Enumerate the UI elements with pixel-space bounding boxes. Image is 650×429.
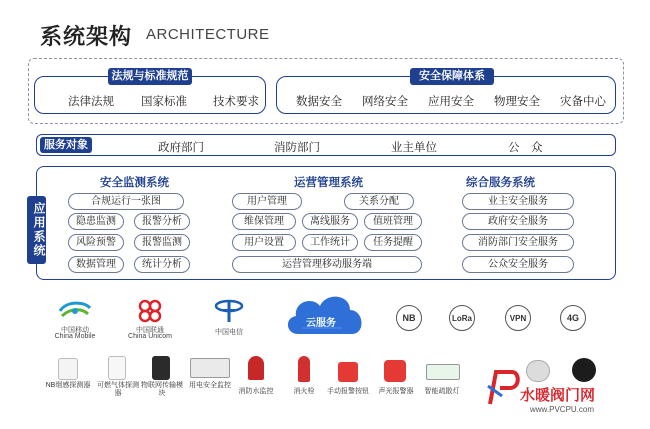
- gas-detector-icon: [108, 356, 126, 380]
- watermark-logo-icon: [486, 366, 520, 406]
- security-item: 物理安全: [494, 96, 540, 108]
- manual-alarm-button-icon: [338, 362, 358, 382]
- security-item: 灾备中心: [560, 96, 606, 108]
- evacuation-light-icon: [426, 364, 460, 380]
- nb-iot-icon: NB: [396, 305, 422, 331]
- china-telecom-name: 中国电信: [215, 329, 243, 336]
- integrated-item: 公众安全服务: [462, 256, 574, 273]
- china-mobile-en: China Mobile: [54, 333, 96, 340]
- watermark-url: www.PVCPU.com: [530, 405, 595, 414]
- monitoring-item: 报警分析: [134, 213, 190, 230]
- operations-title: 运营管理系统: [294, 177, 363, 189]
- operations-item: 关系分配: [344, 193, 414, 210]
- security-label: 安全保障体系: [410, 68, 494, 85]
- china-unicom-name: 中国联通: [136, 327, 164, 334]
- sound-light-alarm-icon: [384, 360, 406, 382]
- device-label: 可燃气体探测器: [97, 382, 139, 397]
- device-label: 声光报警器: [378, 388, 414, 395]
- operations-item: 维保管理: [232, 213, 296, 230]
- lora-icon: LoRa: [449, 305, 475, 331]
- operations-item: 离线服务: [302, 213, 358, 230]
- fire-hydrant-icon: [298, 356, 310, 382]
- monitoring-item: 风险预警: [68, 234, 124, 251]
- monitoring-item: 统计分析: [134, 256, 190, 273]
- device-label: 智能疏散灯: [424, 388, 460, 395]
- operations-item: 用户管理: [232, 193, 302, 210]
- operations-item: 任务提醒: [364, 234, 422, 251]
- regulation-item: 国家标准: [141, 96, 187, 108]
- service-target-item: 政府部门: [158, 142, 204, 154]
- device-label: 物联网传输模块: [141, 382, 183, 397]
- watermark-title: 水暖阀门网: [520, 387, 596, 404]
- dome-camera-icon: [526, 360, 550, 382]
- operations-item: 工作统计: [302, 234, 358, 251]
- device-label: 消火栓: [293, 388, 315, 395]
- operations-item: 值班管理: [364, 213, 422, 230]
- monitoring-overview: 合规运行一张图: [68, 193, 184, 210]
- china-mobile-name: 中国移动: [61, 327, 89, 334]
- china-telecom-logo-icon: [214, 296, 244, 324]
- device-label: 消防水监控: [238, 388, 274, 395]
- operations-mobile-service: 运营管理移动服务端: [232, 256, 422, 273]
- monitoring-item: 数据管理: [68, 256, 124, 273]
- monitoring-title: 安全监测系统: [100, 177, 169, 189]
- service-target-item: 业主单位: [391, 142, 437, 154]
- regulations-label: 法规与标准规范: [108, 68, 192, 85]
- page-title: 系统架构: [40, 24, 133, 49]
- integrated-item: 政府安全服务: [462, 213, 574, 230]
- security-item: 网络安全: [362, 96, 408, 108]
- china-mobile-logo-icon: [56, 298, 94, 324]
- 4g-icon: 4G: [560, 305, 586, 331]
- security-item: 数据安全: [296, 96, 342, 108]
- integrated-item: 业主安全服务: [462, 193, 574, 210]
- service-target-item: 消防部门: [274, 142, 320, 154]
- integrated-title: 综合服务系统: [466, 177, 535, 189]
- china-unicom-en: China Unicom: [128, 333, 172, 340]
- regulation-item: 技术要求: [213, 96, 259, 108]
- device-label: 用电安全监控: [189, 382, 231, 389]
- vpn-icon: VPN: [505, 305, 531, 331]
- monitoring-item: 隐患监测: [68, 213, 124, 230]
- smoke-detector-icon: [58, 358, 78, 380]
- monitoring-item: 报警监测: [134, 234, 190, 251]
- regulation-item: 法律法规: [68, 96, 114, 108]
- service-target-item: 公 众: [508, 142, 543, 154]
- cloud-service-label: 云服务: [306, 318, 336, 329]
- cloud-service-icon: [282, 288, 368, 338]
- device-label: NB烟感探测器: [45, 382, 91, 389]
- service-targets-label: 服务对象: [40, 137, 92, 153]
- integrated-item: 消防部门安全服务: [462, 234, 574, 251]
- operations-item: 用户设置: [232, 234, 296, 251]
- security-item: 应用安全: [428, 96, 474, 108]
- device-label: 手动报警按钮: [327, 388, 369, 395]
- application-label: 应用系统: [27, 196, 46, 264]
- china-unicom-logo-icon: [136, 298, 164, 324]
- iot-module-icon: [152, 356, 170, 380]
- page-subtitle: ARCHITECTURE: [146, 26, 270, 43]
- power-monitor-icon: [190, 358, 230, 378]
- ptz-camera-icon: [572, 358, 596, 382]
- water-monitor-icon: [248, 356, 264, 380]
